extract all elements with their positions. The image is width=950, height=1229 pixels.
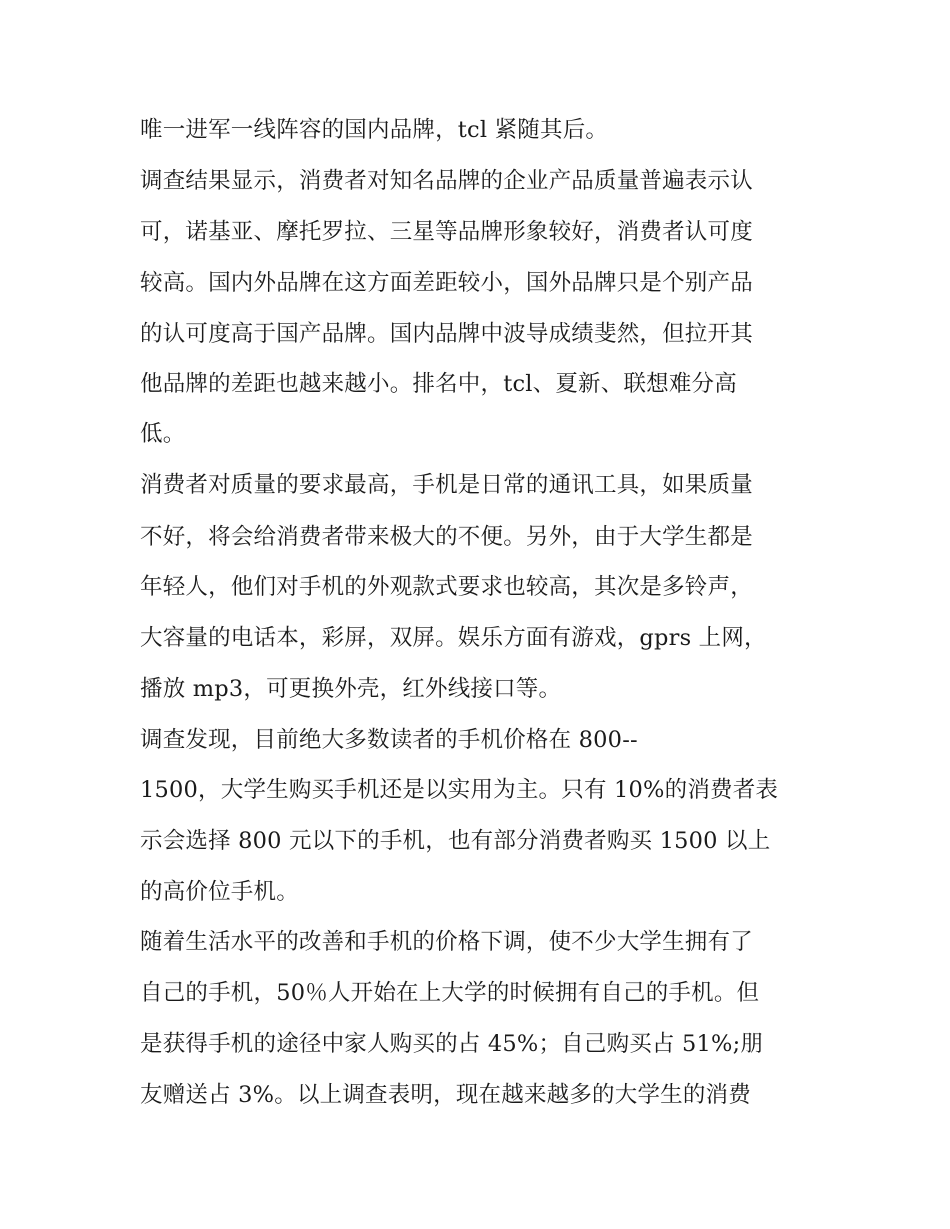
text-line-10: 年轻人，他们对手机的外观款式要求也较高，其次是多铃声， bbox=[140, 574, 753, 600]
text-line-18: 自己的手机，50％人开始在上大学的时候拥有自己的手机。但 bbox=[140, 980, 760, 1006]
text-line-6: 他品牌的差距也越来越小。排名中，tcl、夏新、联想难分高 bbox=[140, 371, 737, 397]
text-line-17: 随着生活水平的改善和手机的价格下调，使不少大学生拥有了 bbox=[140, 929, 753, 955]
text-line-19: 是获得手机的途径中家人购买的占 45%；自己购买占 51%;朋 bbox=[140, 1031, 764, 1057]
text-line-13: 调查发现，目前绝大多数读者的手机价格在 800-- bbox=[140, 727, 638, 753]
text-line-12: 播放 mp3，可更换外壳，红外线接口等。 bbox=[140, 676, 562, 702]
text-line-5: 的认可度高于国产品牌。国内品牌中波导成绩斐然，但拉开其 bbox=[140, 321, 753, 347]
text-line-4: 较高。国内外品牌在这方面差距较小，国外品牌只是个别产品 bbox=[140, 270, 753, 296]
text-line-1: 唯一进军一线阵容的国内品牌，tcl 紧随其后。 bbox=[140, 117, 609, 143]
text-line-11: 大容量的电话本，彩屏，双屏。娱乐方面有游戏，gprs 上网， bbox=[140, 625, 767, 651]
text-line-3: 可，诺基亚、摩托罗拉、三星等品牌形象较好，消费者认可度 bbox=[140, 219, 753, 245]
text-line-2: 调查结果显示，消费者对知名品牌的企业产品质量普遍表示认 bbox=[140, 168, 753, 194]
text-line-9: 不好，将会给消费者带来极大的不便。另外，由于大学生都是 bbox=[140, 524, 753, 550]
text-line-7: 低。 bbox=[140, 421, 186, 447]
text-line-14: 1500，大学生购买手机还是以实用为主。只有 10%的消费者表 bbox=[140, 777, 779, 803]
text-line-15: 示会选择 800 元以下的手机，也有部分消费者购买 1500 以上 bbox=[140, 828, 771, 854]
text-line-16: 的高价位手机。 bbox=[140, 879, 299, 905]
text-line-8: 消费者对质量的要求最高，手机是日常的通讯工具，如果质量 bbox=[140, 472, 753, 498]
text-line-20: 友赠送占 3%。以上调查表明，现在越来越多的大学生的消费 bbox=[140, 1082, 751, 1108]
